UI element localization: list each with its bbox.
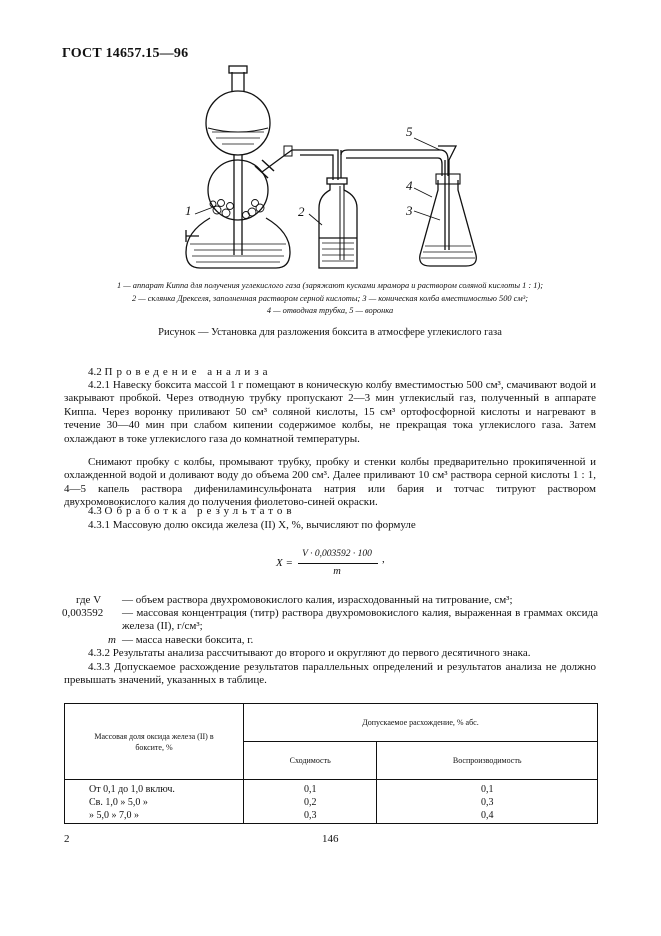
paragraph-4-2-1-cont: Снимают пробку с колбы, промывают трубку, пробку и стенки колбы предварительно прокипяченной и охлажденной водой и доливают воду до объема 200 см³. Далее приливают 10 см³ раствора серной кислоты 1 : 1, 4—5 капель раствора дифениламинсульфоната натрия или бария и тотчас титруют раствором двухромовокислого калия до получения фиолетово-синей окраски. [64,456,596,509]
figure-title: Рисунок — Установка для разложения боксита в атмосфере углекислого газа [158,327,502,338]
document-header: ГОСТ 14657.15—96 [62,46,189,61]
paragraph-4-3-1: 4.3.1 Массовую долю оксида железа (II) X, %, вычисляют по формуле [88,519,416,531]
table-row: Св. 1,0 » 5,0 » [89,797,148,808]
tolerance-table [64,703,598,824]
table-header-mass-fraction: Массовая доля оксида железа (II) в боксите, % [65,704,244,780]
formula-denominator: m [333,566,341,577]
figure-label-5: 5 [406,124,413,139]
table-row: От 0,1 до 1,0 включ. [89,784,175,795]
figure-label-3: 3 [406,203,413,218]
def-text-m: — масса навески боксита, г. [122,634,254,646]
paragraph-4-2-1: 4.2.1 Навеску боксита массой 1 г помещают в коническую колбу вместимостью 500 см³, смачивают водой и закрывают пробкой. Через отводную трубку пропускают 2—3 мин углекислый газ, полученный в аппарате Киппа. Через воронку приливают 50 см³ соляной кислоты, 15 см³ ортофосфорной кислоты и нагревают в течение 30—40 мин при слабом кипении содержимое колбы, не прекращая тока углекислого газа. Затем охлаждают в токе углекислого газа до комнатной температуры. [64,379,596,445]
formula-numerator: V · 0,003592 · 100 [302,549,372,559]
table-cell: 0,2 [303,797,317,808]
def-text-titer: — массовая концентрация (титр) раствора двухромовокислого калия, выраженная в граммах оксида железа (II), г/см³; [122,607,598,633]
paragraph-4-3-3: 4.3.3 Допускаемое расхождение результатов параллельных определений и результатов анализа не должно превышать значений, указанных в таблице. [64,661,596,687]
table-ranges [65,780,244,824]
figure-label-4: 4 [406,178,413,193]
table-cell: 0,1 [303,784,317,795]
page-number-left: 2 [64,833,70,845]
def-term-titer: 0,003592 [62,607,104,619]
formula-lhs: X = [276,557,293,569]
table-convergence-values [244,780,377,824]
table-header-convergence: Сходимость [244,742,377,780]
section-heading-4-2 [64,366,596,379]
caption-line: 2 — склянка Дрекселя, заполненная раствором серной кислоты; 3 — коническая колба вместимостью 500 см³; [131,293,529,303]
table-cell: 0,3 [303,810,317,821]
heading-text: Проведение анализа [104,366,272,378]
table-cell: 0,3 [480,797,494,808]
figure-caption [64,280,596,318]
page-number-center: 146 [322,833,339,845]
heading-number: 4.3 [88,505,102,517]
table-reproducibility-values [377,780,598,824]
table-cell: 0,1 [480,784,494,795]
table-row: » 5,0 » 7,0 » [89,810,139,821]
heading-number: 4.2 [88,366,102,378]
figure-label-1: 1 [185,203,192,218]
def-term-m: m [108,634,116,646]
kipp-apparatus [186,66,300,268]
formula-fraction-line [298,563,378,564]
def-text-v: — объем раствора двухромовокислого калия, израсходованный на титрование, см³; [122,594,513,606]
caption-line: 4 — отводная трубка, 5 — воронка [266,306,394,315]
figure-label-2: 2 [298,204,305,219]
heading-text: Обработка результатов [104,505,296,517]
table-header-tolerance: Допускаемое расхождение, % абс. [244,704,598,742]
formula-tail: , [382,553,385,565]
table-cell: 0,4 [480,810,494,821]
def-term-v: где V [76,594,102,606]
apparatus-figure [0,0,661,280]
table-header-reproducibility: Воспроизводимость [377,742,598,780]
caption-line: 1 — аппарат Киппа для получения углекислого газа (заряжают кусками мрамора и раствором соляной кислоты 1 : 1); [116,281,544,290]
paragraph-4-3-2: 4.3.2 Результаты анализа рассчитывают до второго и округляют до первого десятичного знака. [88,647,531,659]
section-heading-4-3 [64,505,596,518]
